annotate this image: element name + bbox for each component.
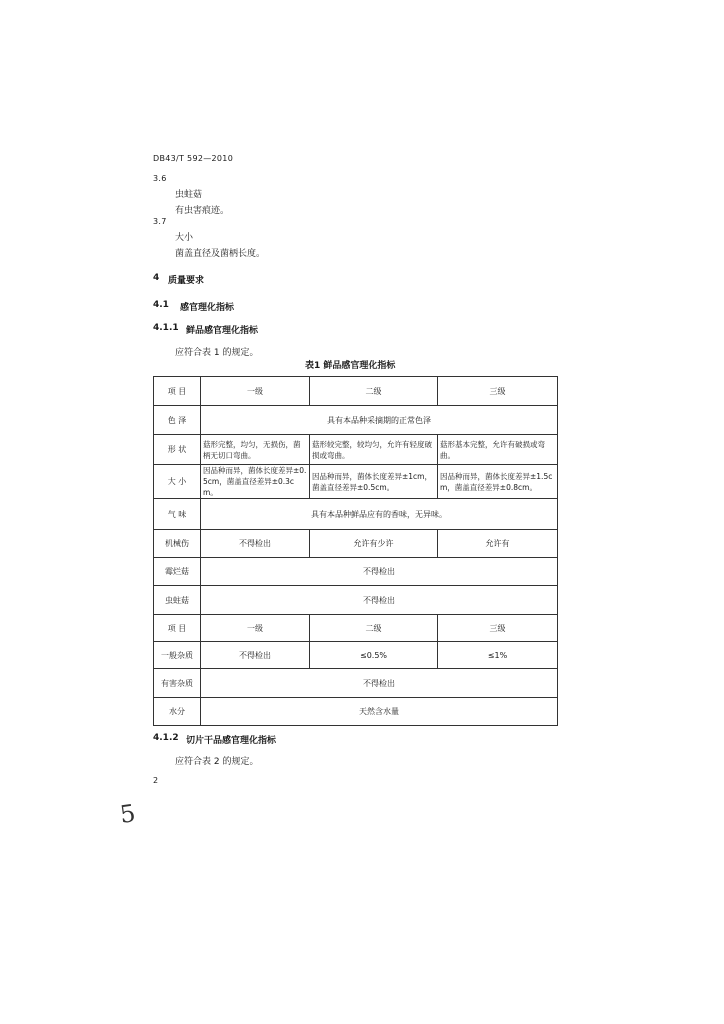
clause-term: 虫蛀菇 [175,190,203,200]
row-value: 具有本品种采摘期的正常色泽 [201,406,558,435]
table-header-row [154,377,558,406]
row-label: 色 泽 [154,406,201,435]
table-row [154,406,558,435]
table-row [154,698,558,726]
row-label: 项 目 [154,615,201,642]
row-value: 不得检出 [201,558,558,586]
cell-grade-3: 菇形基本完整，允许有破损或弯曲。 [438,435,558,465]
clause-definition: 有虫害痕迹。 [175,206,230,216]
row-label: 霉烂菇 [154,558,201,586]
row-value: 不得检出 [201,669,558,698]
clause-term: 大小 [175,233,194,243]
section-body: 应符合表 2 的规定。 [175,757,259,767]
row-value: 不得检出 [201,586,558,615]
clause-number: 3.6 [153,174,167,183]
cell-grade-3: 因品种而异，菌体长度差异±1.5cm，菌盖直径差异±0.8cm。 [438,465,558,499]
row-label: 大 小 [154,465,201,499]
table-row [154,435,558,465]
section-body: 应符合表 1 的规定。 [175,348,259,358]
section-number: 4.1 [153,300,169,310]
table-row [154,558,558,586]
header-grade-1: 一级 [201,377,310,406]
section-title: 感官理化指标 [180,303,235,313]
row-label: 虫蛀菇 [154,586,201,615]
handwritten-mark: 5 [118,799,138,829]
cell-grade-1: 不得检出 [201,530,310,558]
table-row [154,499,558,530]
section-title: 质量要求 [168,276,205,286]
standard-code: DB43/T 592—2010 [153,154,234,163]
table-caption: 表1 鲜品感官理化指标 [305,361,396,371]
table-row [154,642,558,669]
table-row [154,615,558,642]
section-number: 4.1.1 [153,323,179,333]
section-title: 鲜品感官理化指标 [186,326,259,336]
cell-grade-2: ≤0.5% [310,642,438,669]
cell-grade-3: 三级 [438,615,558,642]
cell-grade-1: 因品种而异，菌体长度差异±0.5cm，菌盖直径差异±0.3cm。 [201,465,310,499]
page-number: 2 [153,776,159,785]
cell-grade-3: 允许有 [438,530,558,558]
cell-grade-2: 因品种而异，菌体长度差异±1cm，菌盖直径差异±0.5cm。 [310,465,438,499]
cell-grade-1: 菇形完整，均匀，无损伤，菌柄无切口弯曲。 [201,435,310,465]
row-value: 天然含水量 [201,698,558,726]
row-label: 水分 [154,698,201,726]
table-row [154,669,558,698]
row-label: 形 状 [154,435,201,465]
header-item: 项 目 [154,377,201,406]
cell-grade-1: 不得检出 [201,642,310,669]
header-grade-3: 三级 [438,377,558,406]
cell-grade-3: ≤1% [438,642,558,669]
cell-grade-2: 二级 [310,615,438,642]
row-label: 机械伤 [154,530,201,558]
clause-number: 3.7 [153,217,167,226]
cell-grade-2: 允许有少许 [310,530,438,558]
table-row [154,586,558,615]
cell-grade-1: 一级 [201,615,310,642]
cell-grade-2: 菇形较完整，较均匀，允许有轻度破损或弯曲。 [310,435,438,465]
section-title: 切片干品感官理化指标 [186,736,277,746]
header-grade-2: 二级 [310,377,438,406]
clause-definition: 菌盖直径及菌柄长度。 [175,249,266,259]
row-value: 具有本品种鲜品应有的香味，无异味。 [201,499,558,530]
table-row [154,465,558,499]
row-label: 气 味 [154,499,201,530]
table-1 [153,376,558,726]
section-number: 4.1.2 [153,733,179,743]
section-number: 4 [153,273,160,283]
table-row [154,530,558,558]
row-label: 有害杂质 [154,669,201,698]
row-label: 一般杂质 [154,642,201,669]
